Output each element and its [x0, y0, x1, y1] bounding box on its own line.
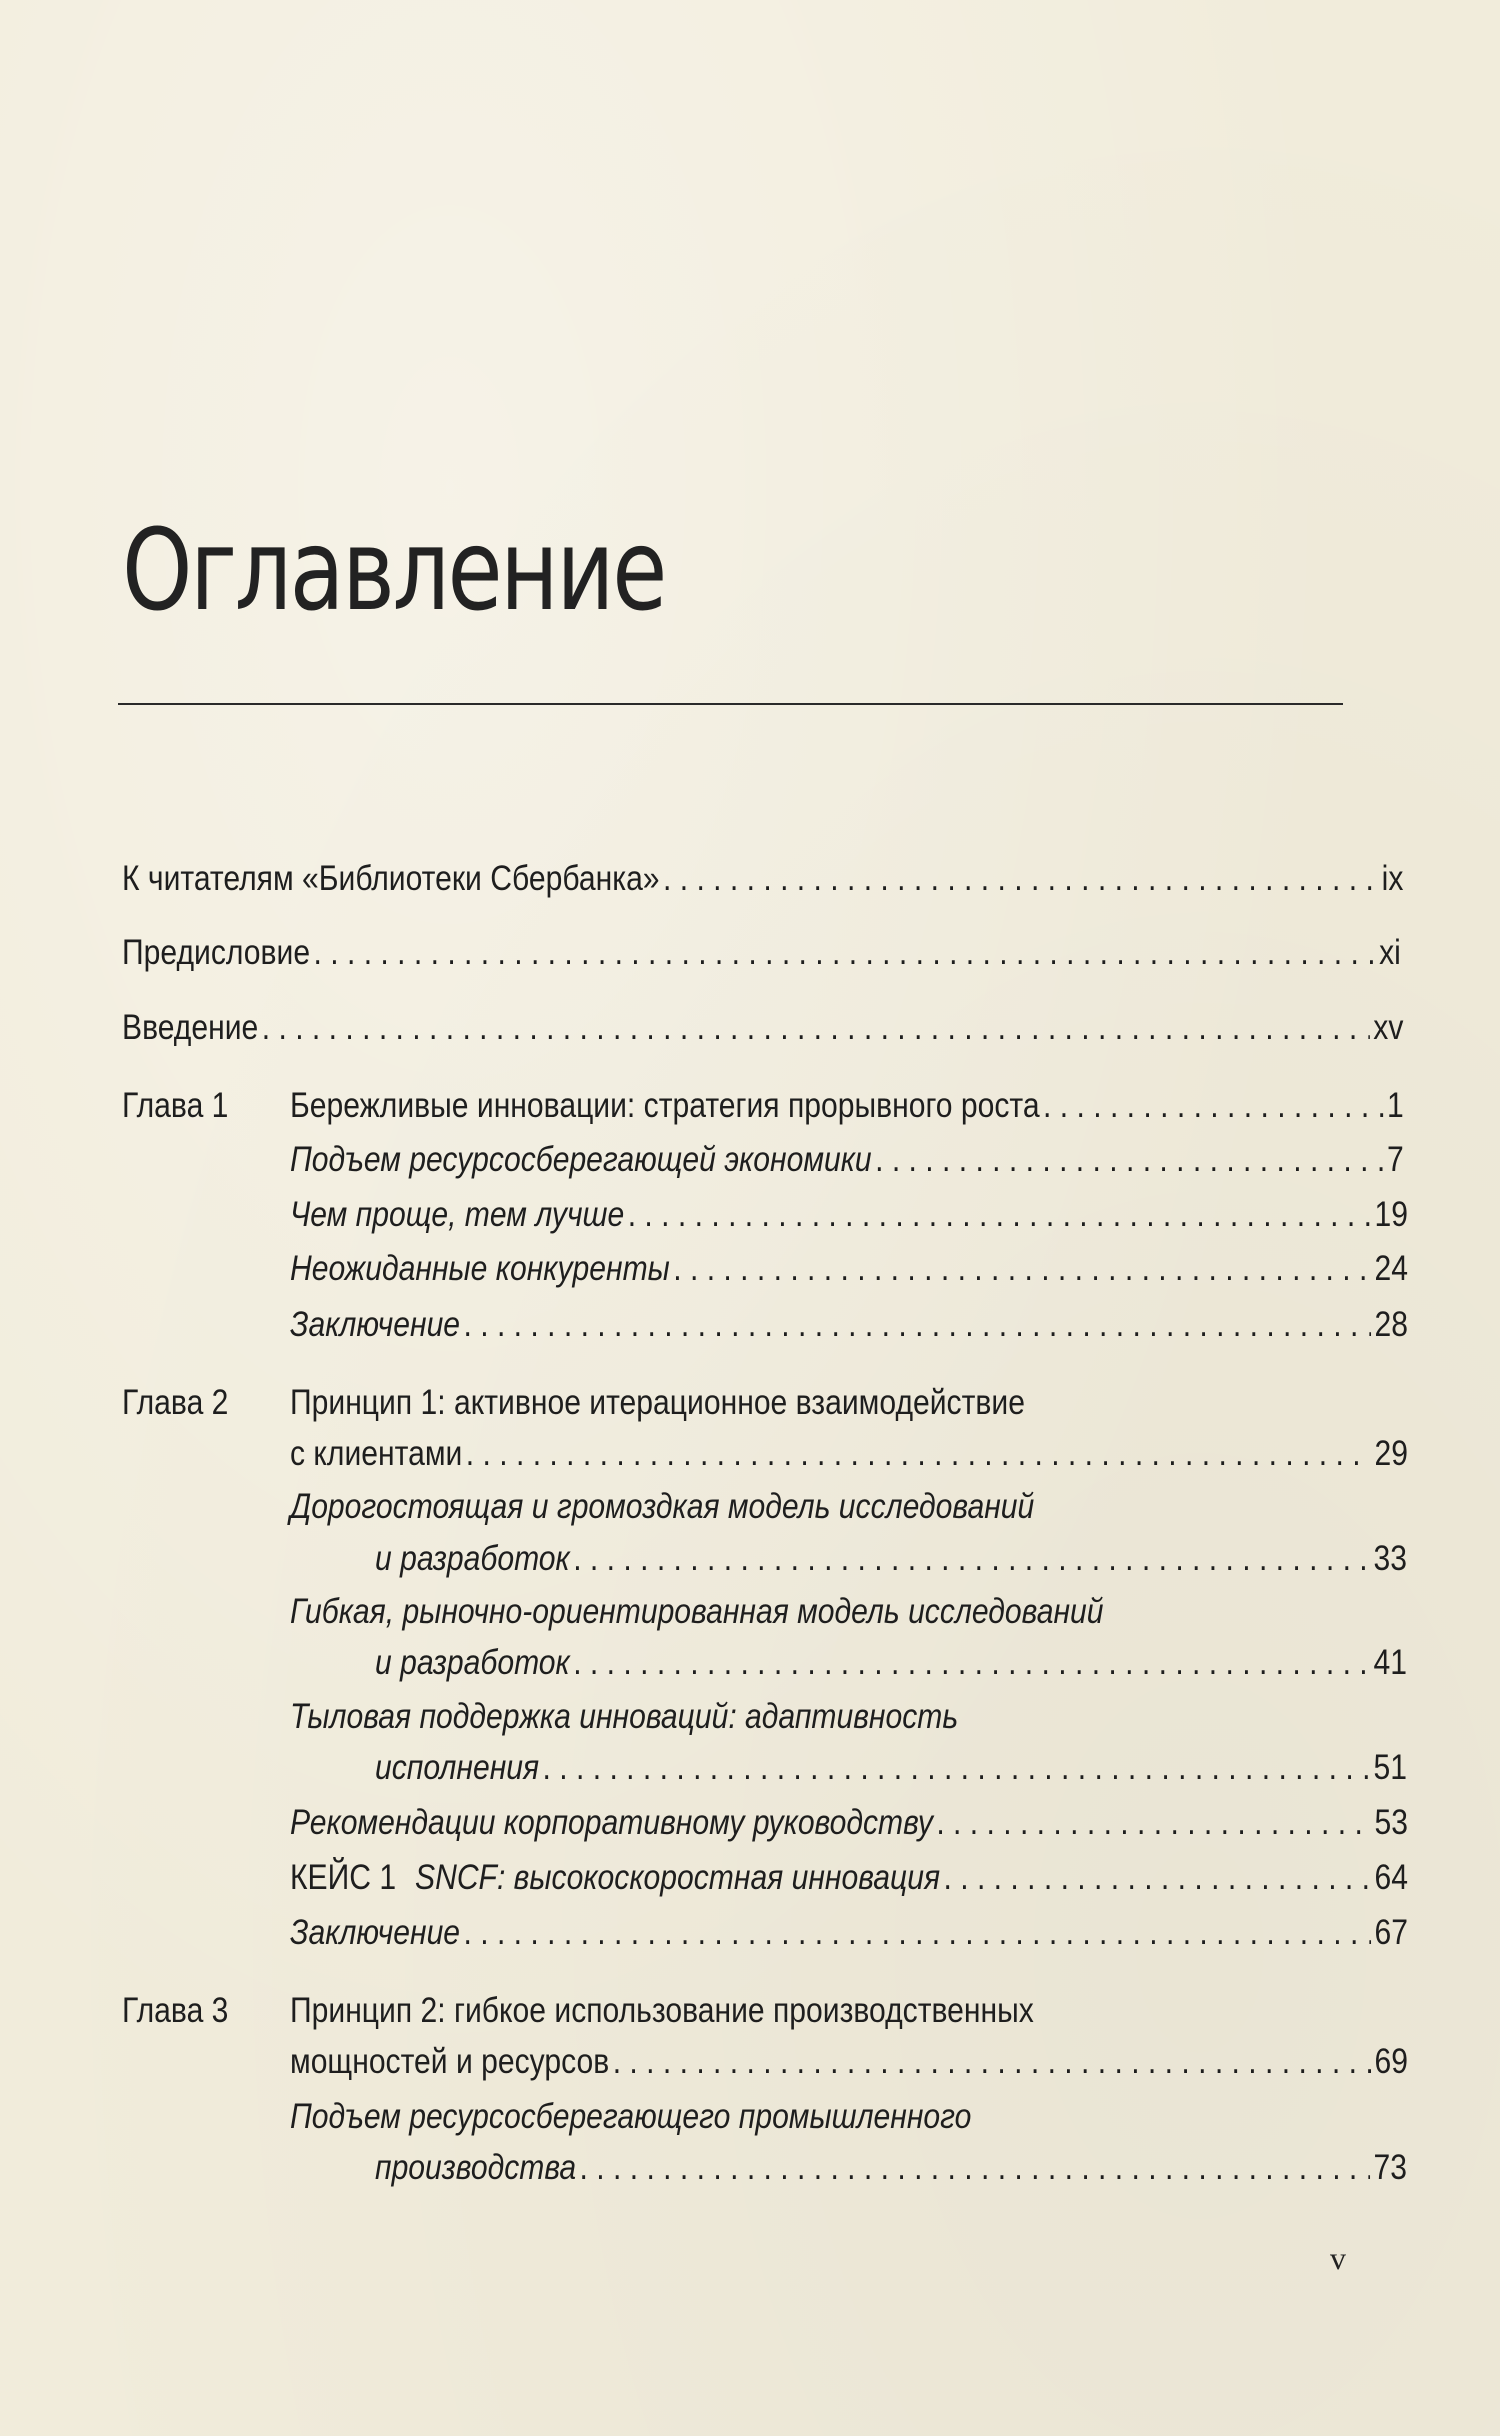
toc-entry-text: К читателям «Библиотеки Сбербанка» [122, 859, 660, 898]
chapter-label: Глава 1 [122, 1086, 229, 1125]
toc-entry-readers[interactable] [0, 852, 1500, 906]
chapter-label: Глава 2 [122, 1383, 229, 1422]
toc-page-number: 67 [1374, 1913, 1408, 1952]
toc-page-number: 53 [1374, 1803, 1408, 1842]
toc-page-number: 69 [1374, 2042, 1408, 2081]
toc-leader [875, 1133, 1383, 1187]
page-folio: v [1330, 2240, 1346, 2276]
toc-page-number: 19 [1374, 1195, 1408, 1234]
toc-entry-section[interactable] [0, 1906, 1500, 1960]
toc-leader [613, 2035, 1371, 2089]
toc-leader [573, 1532, 1370, 1586]
toc-entry-text: Бережливые инновации: стратегия прорывного роста [290, 1086, 1040, 1125]
toc-entry-chapter-3[interactable] [0, 2035, 1500, 2089]
toc-entry-text: и разработок [375, 1643, 570, 1682]
toc-page-number: 64 [1374, 1858, 1408, 1897]
toc-leader [580, 2141, 1371, 2195]
toc-entry-text: с клиентами [290, 1434, 463, 1473]
toc-entry-section[interactable] [0, 1741, 1500, 1795]
toc-entry-case-1[interactable] [0, 1851, 1500, 1905]
toc-leader [543, 1741, 1371, 1795]
toc-leader [466, 1427, 1371, 1481]
case-label: КЕЙС 1 [290, 1858, 397, 1897]
toc-entry-section[interactable] [0, 2141, 1500, 2195]
toc-leader [573, 1636, 1370, 1690]
chapter-label: Глава 3 [122, 1991, 229, 2030]
toc-page-number: 33 [1373, 1539, 1407, 1578]
toc-entry-section[interactable] [0, 1133, 1500, 1187]
toc-entry-text: исполнения [375, 1748, 540, 1787]
toc-entry-chapter-1[interactable] [0, 1079, 1500, 1133]
toc-entry-text: SNCF: высокоскоростная инновация [415, 1858, 941, 1897]
toc-leader [1043, 1079, 1383, 1133]
toc-entry-section[interactable] [0, 1796, 1500, 1850]
toc-entry-section[interactable] [0, 1532, 1500, 1586]
toc-page-number: 41 [1373, 1643, 1407, 1682]
toc-entry-text-line1: Подъем ресурсосберегающего промышленного [290, 2097, 972, 2136]
toc-entry-text: Предисловие [122, 933, 311, 972]
toc-leader [314, 926, 1376, 980]
toc-page-number: 73 [1373, 2148, 1407, 2187]
toc-page-number: 24 [1374, 1249, 1408, 1288]
toc-entry-section[interactable] [0, 1636, 1500, 1690]
toc-entry-text: Заключение [290, 1913, 461, 1952]
toc-page-number: ix [1381, 859, 1404, 898]
toc-entry-text-line1: Тыловая поддержка инноваций: адаптивность [290, 1697, 959, 1736]
toc-entry-text-line1: Принцип 1: активное итерационное взаимодействие [290, 1383, 1025, 1422]
toc-entry-introduction[interactable] [0, 1001, 1500, 1055]
toc-entry-section[interactable] [0, 1188, 1500, 1242]
toc-leader [262, 1001, 1370, 1055]
title-rule [118, 703, 1343, 705]
toc-page-number: xv [1373, 1008, 1404, 1047]
toc-entry-text-line1: Принцип 2: гибкое использование производственных [290, 1991, 1034, 2030]
toc-entry-chapter-2[interactable] [0, 1427, 1500, 1481]
toc-page-number: 28 [1374, 1305, 1408, 1344]
toc-leader [673, 1242, 1371, 1296]
toc-entry-text: Чем проще, тем лучше [290, 1195, 625, 1234]
toc-entry-text: Введение [122, 1008, 259, 1047]
toc-entry-text: мощностей и ресурсов [290, 2042, 610, 2081]
toc-leader [663, 852, 1378, 906]
toc-entry-text: Неожиданные конкуренты [290, 1249, 670, 1288]
toc-page-number: 7 [1386, 1140, 1404, 1179]
toc-page-number: 51 [1373, 1748, 1407, 1787]
toc-page-number: xi [1379, 933, 1401, 972]
toc-entry-text-line1: Гибкая, рыночно-ориентированная модель исследований [290, 1592, 1104, 1631]
toc-leader [463, 1906, 1371, 1960]
toc-entry-text: Рекомендации корпоративному руководству [290, 1803, 933, 1842]
toc-entry-text: Подъем ресурсосберегающей экономики [290, 1140, 872, 1179]
toc-leader [628, 1188, 1371, 1242]
page-title: Оглавление [122, 506, 665, 636]
toc-leader [463, 1298, 1371, 1352]
toc-entry-text: и разработок [375, 1539, 570, 1578]
toc-entry-text: производства [375, 2148, 577, 2187]
toc-page-number: 29 [1374, 1434, 1408, 1473]
toc-page-number: 1 [1386, 1086, 1404, 1125]
toc-leader [944, 1851, 1372, 1905]
toc-entry-section[interactable] [0, 1242, 1500, 1296]
toc-entry-section[interactable] [0, 1298, 1500, 1352]
toc-entry-preface[interactable] [0, 926, 1500, 980]
toc-entry-text-line1: Дорогостоящая и громоздкая модель исследований [290, 1487, 1035, 1526]
toc-leader [936, 1796, 1371, 1850]
toc-entry-text: Заключение [290, 1305, 461, 1344]
